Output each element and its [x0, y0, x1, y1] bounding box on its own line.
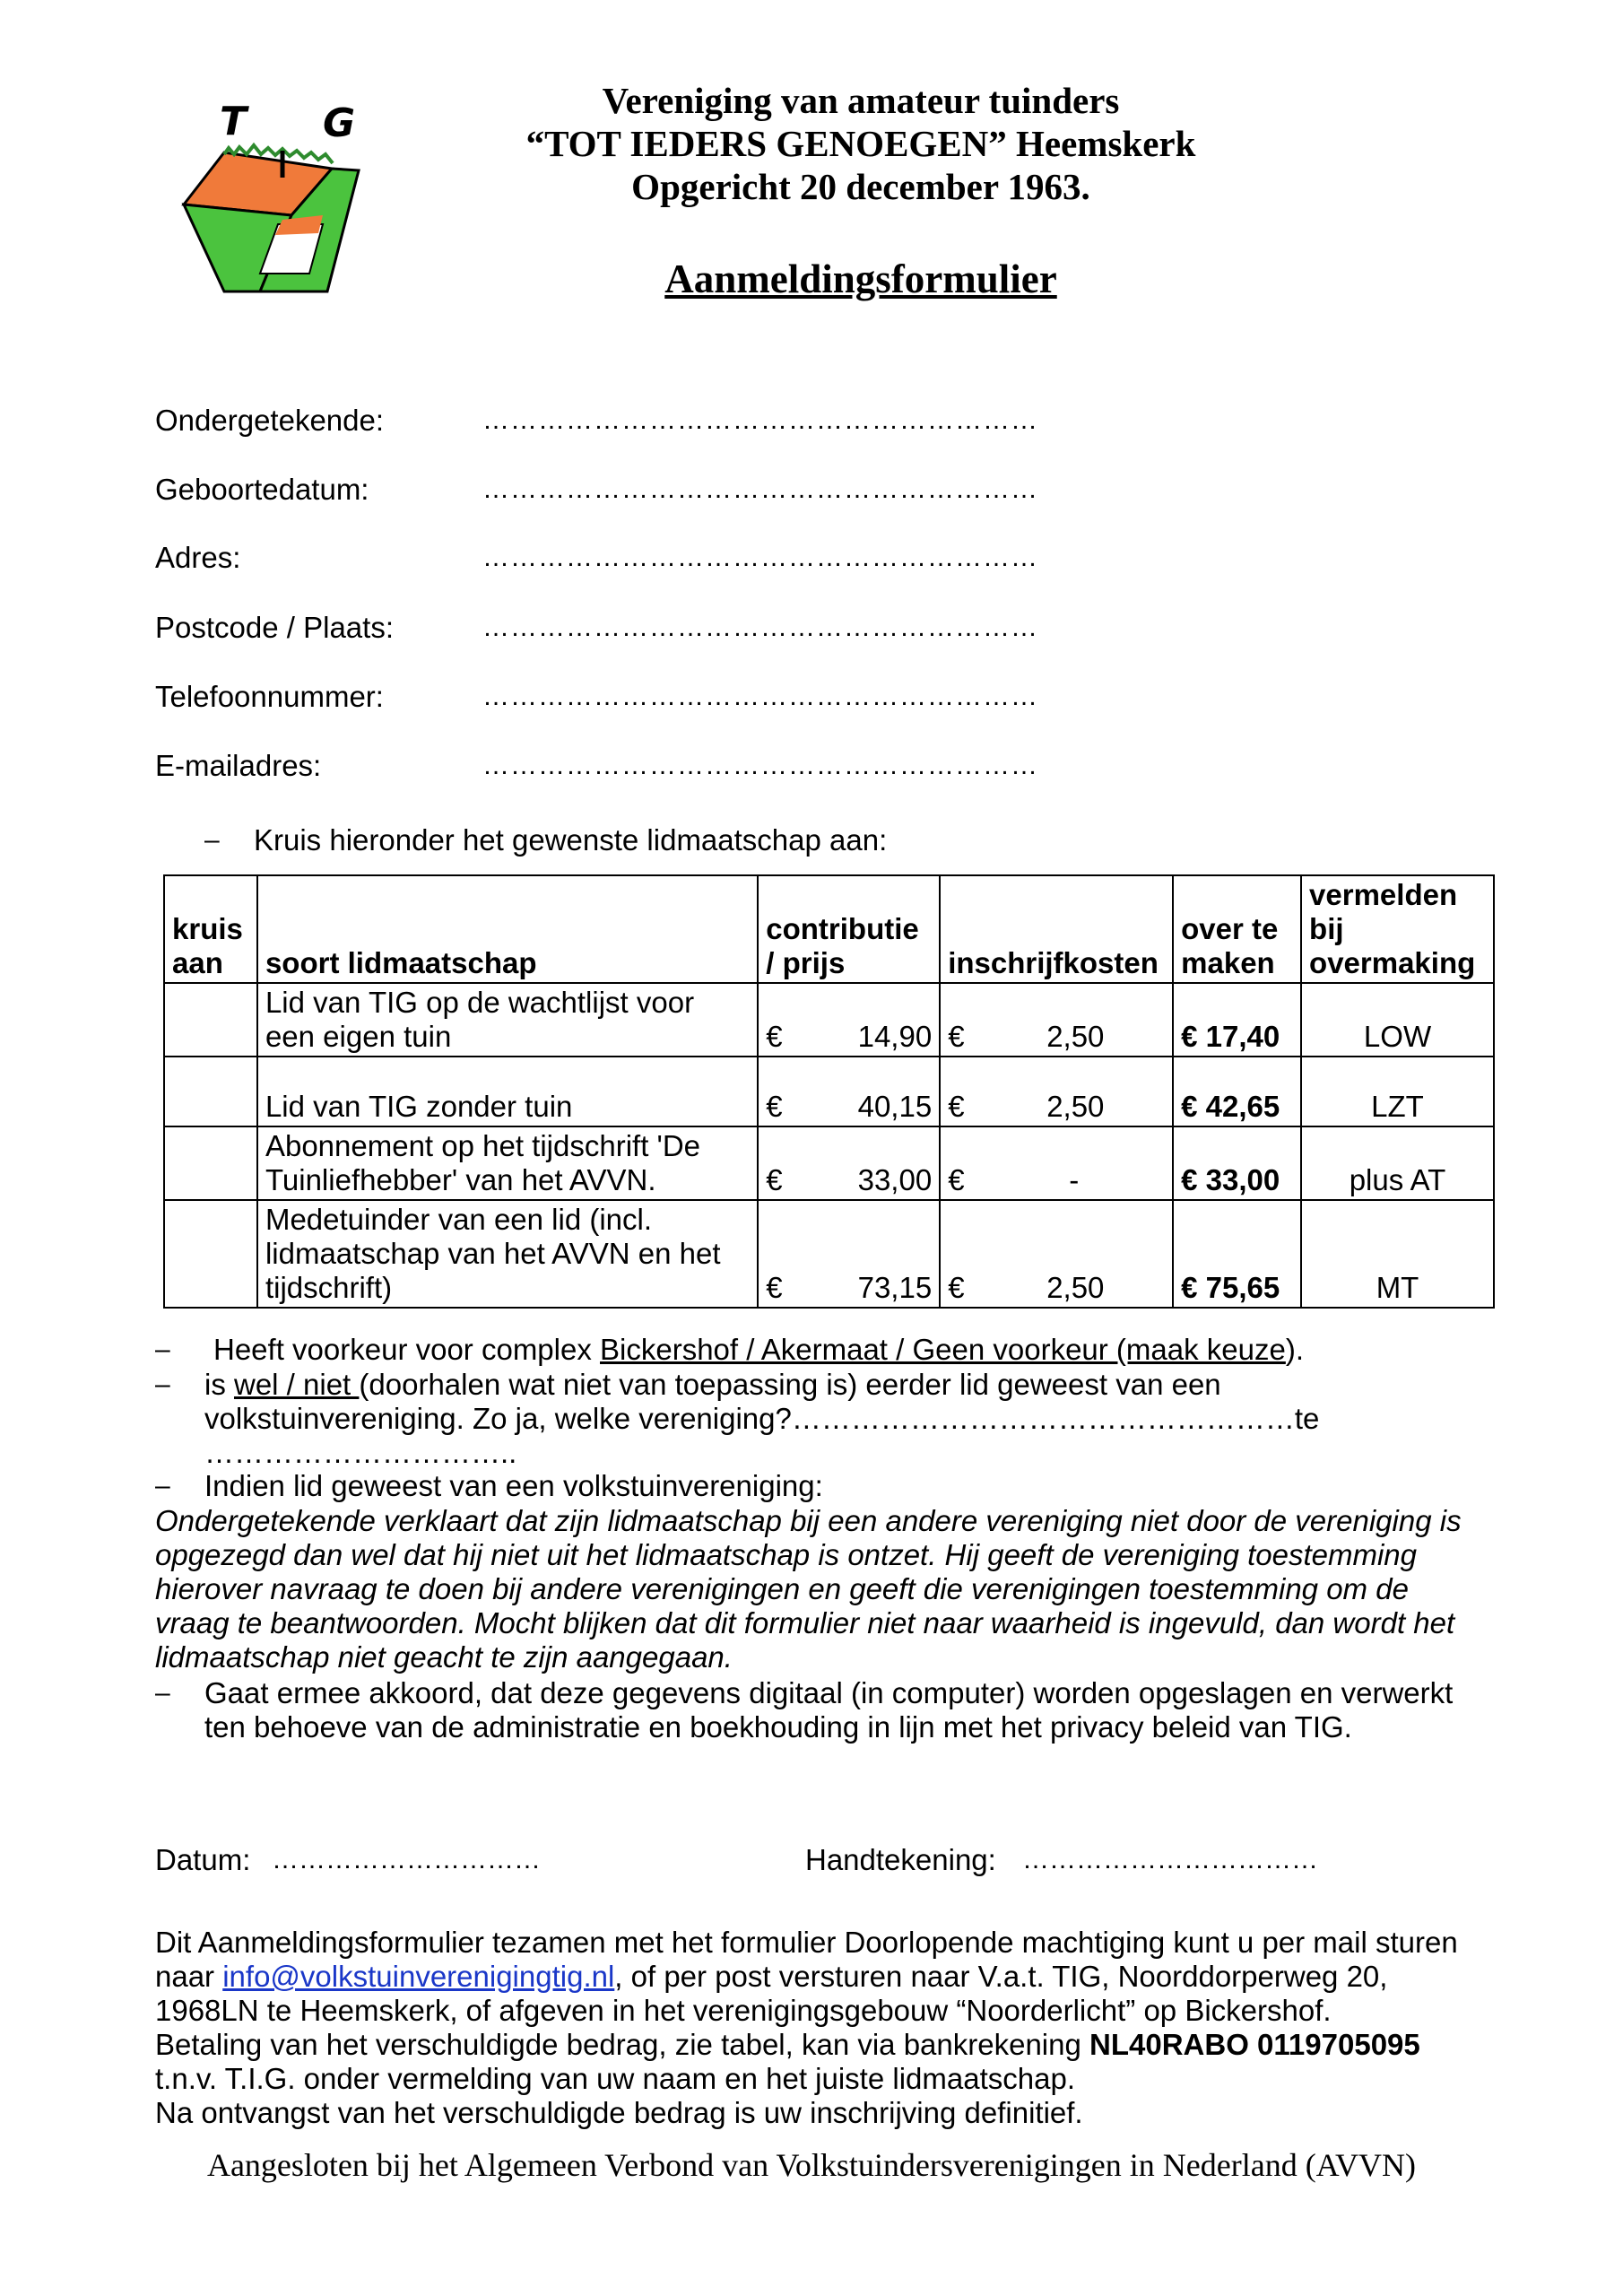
field-input-adres[interactable]: …………………………………………………… [482, 543, 1038, 572]
field-label-ondergetekende: Ondergetekende: [155, 404, 385, 437]
value: 2,50 [1046, 1090, 1105, 1123]
b3-text: Indien lid geweest van een volkstuinvereniging: [204, 1469, 823, 1502]
cell-over: € 75,65 [1173, 1200, 1301, 1308]
b2-line1: (doorhalen wat niet van toepassing is) eerder lid geweest van een [359, 1368, 1221, 1401]
header-line2: “TOT IEDERS GENOEGEN” Heemskerk [525, 123, 1196, 164]
cell-contributie [758, 1200, 940, 1308]
footer-p1a: Dit Aanmeldingsformulier tezamen met het formulier Doorlopende machtiging kunt u per mail sturen naar [155, 1926, 1458, 1993]
euro-sign: € [766, 1090, 783, 1123]
cell-soort: Lid van TIG op de wachtlijst voor een eigen tuin [257, 983, 758, 1057]
complex-post: ). [1285, 1333, 1305, 1366]
b2-line3: ………………………….. [204, 1436, 517, 1469]
header-line3: Opgericht 20 december 1963. [631, 166, 1090, 207]
euro-sign: € [948, 1163, 965, 1196]
cell-inschrijf [940, 1057, 1173, 1126]
complex-preference [213, 1333, 1304, 1367]
cell-inschrijf [940, 1200, 1173, 1308]
cell-inschrijf [940, 1126, 1173, 1200]
field-input-telefoon[interactable]: …………………………………………………… [482, 682, 1038, 711]
th-contributie: contributie / prijs [758, 875, 940, 983]
cell-contributie [758, 1057, 940, 1126]
value: 33,00 [857, 1163, 933, 1196]
th-kruis: kruis aan [164, 875, 257, 983]
checkbox-cell-mt[interactable] [164, 1200, 257, 1308]
complex-pre: Heeft voorkeur voor complex [213, 1333, 601, 1366]
footer-p2b: t.n.v. T.I.G. onder vermelding van uw naam en het juiste lidmaatschap. [155, 2062, 1075, 2095]
cell-soort: Abonnement op het tijdschrift 'De Tuinliefhebber' van het AVVN. [257, 1126, 758, 1200]
logo-letter-t: T [220, 99, 247, 144]
instruction-text: Kruis hieronder het gewenste lidmaatschap aan: [254, 823, 888, 857]
value: 2,50 [1046, 1271, 1105, 1304]
affiliation-footer: Aangesloten bij het Algemeen Verbond van Volkstuindersverenigingen in Nederland (AVVN) [206, 2147, 1417, 2183]
membership-table [163, 874, 1495, 1309]
datum-label: Datum: [155, 1843, 251, 1876]
field-label-email: E-mailadres: [155, 749, 322, 782]
cell-code: LOW [1301, 983, 1494, 1057]
checkbox-cell-lzt[interactable] [164, 1057, 257, 1126]
cell-code: plus AT [1301, 1126, 1494, 1200]
field-label-telefoon: Telefoonnummer: [155, 680, 384, 713]
dash-bullet: – [155, 1335, 170, 1364]
value: 40,15 [857, 1090, 933, 1123]
dash-bullet: – [155, 1370, 170, 1399]
privacy-text: Gaat ermee akkoord, dat deze gegevens digitaal (in computer) worden opgeslagen en verwerkt ten behoeve van de administratie en boekhouding in lijn met het privacy beleid van TIG. [204, 1676, 1454, 1744]
table-row [164, 1057, 1494, 1126]
datum-field[interactable]: ………………………… [272, 1845, 541, 1874]
table-row [164, 1126, 1494, 1200]
th-vermelden: vermelden bij overmaking [1301, 875, 1494, 983]
value: 2,50 [1046, 1020, 1105, 1053]
table-row [164, 1200, 1494, 1308]
footer-paragraph [155, 1926, 1464, 2130]
th-inschrijf: inschrijfkosten [940, 875, 1173, 983]
iban: NL40RABO 0119705095 [1089, 2028, 1420, 2061]
field-label-geboortedatum: Geboortedatum: [155, 473, 369, 506]
cell-code: MT [1301, 1200, 1494, 1308]
euro-sign: € [948, 1020, 965, 1053]
euro-sign: € [766, 1271, 783, 1304]
previous-member-text [204, 1368, 1505, 1470]
euro-sign: € [766, 1163, 783, 1196]
wel-niet-options[interactable]: wel / niet [234, 1368, 360, 1401]
field-input-email[interactable]: …………………………………………………… [482, 751, 1038, 780]
dash-bullet: – [204, 825, 220, 855]
declaration-text: Ondergetekende verklaart dat zijn lidmaatschap bij een andere vereniging niet door de vereniging is opgezegd dan wel dat hij niet uit het lidmaatschap is ontzet. Hij geeft de vereniging toestemming hierover navraag te doen bij andere verenigingen en geeft die verenigingen toestemming om de vraag te beantwoorden. Mocht blijken dat dit formulier niet naar waarheid is ingevuld, dan wordt het lidmaatschap niet geacht te zijn aangegaan. [155, 1504, 1462, 1674]
handtekening-label: Handtekening: [805, 1843, 996, 1876]
logo-letter-g: G [323, 100, 356, 146]
handtekening-field[interactable]: …………………………… [1022, 1845, 1318, 1874]
th-over: over te maken [1173, 875, 1301, 983]
value: 73,15 [857, 1271, 933, 1304]
field-label-postcode: Postcode / Plaats: [155, 611, 394, 644]
footer-p1b: , of per post versturen naar V.a.t. TIG, Noorddorperweg 20, 1968LN te Heemskerk, of afgeven in het verenigingsgebouw “Noorderlicht” op Bickershof. [155, 1960, 1388, 2027]
dash-bullet: – [155, 1678, 170, 1708]
cell-code: LZT [1301, 1057, 1494, 1126]
field-input-ondergetekende[interactable]: …………………………………………………… [482, 405, 1038, 435]
euro-sign: € [766, 1020, 783, 1053]
euro-sign: € [948, 1271, 965, 1304]
footer-p3: Na ontvangst van het verschuldigde bedrag is uw inschrijving definitief. [155, 2096, 1083, 2129]
b2-line2: volkstuinvereniging. Zo ja, welke vereniging?……………………………………………te [204, 1402, 1320, 1435]
dash-bullet: – [155, 1471, 170, 1500]
value: 14,90 [857, 1020, 933, 1053]
page-title: Aanmeldingsformulier [664, 257, 1057, 301]
complex-options[interactable]: Bickershof / Akermaat / Geen voorkeur (maak keuze [600, 1333, 1286, 1366]
checkbox-cell-at[interactable] [164, 1126, 257, 1200]
email-link[interactable]: info@volkstuinverenigingtig.nl [222, 1960, 615, 1993]
table-header-row [164, 875, 1494, 983]
table-row [164, 983, 1494, 1057]
cell-over: € 17,40 [1173, 983, 1301, 1057]
field-input-postcode[interactable]: …………………………………………………… [482, 613, 1038, 642]
cell-contributie [758, 983, 940, 1057]
checkbox-cell-low[interactable] [164, 983, 257, 1057]
footer-p2a: Betaling van het verschuldigde bedrag, zie tabel, kan via bankrekening [155, 2028, 1090, 2061]
header-line1: Vereniging van amateur tuinders [602, 80, 1120, 121]
th-soort: soort lidmaatschap [257, 875, 758, 983]
cell-inschrijf [940, 983, 1173, 1057]
value: - [1069, 1163, 1080, 1196]
euro-sign: € [948, 1090, 965, 1123]
cell-soort: Medetuinder van een lid (incl. lidmaatschap van het AVVN en het tijdschrift) [257, 1200, 758, 1308]
cell-over: € 33,00 [1173, 1126, 1301, 1200]
cell-soort: Lid van TIG zonder tuin [257, 1057, 758, 1126]
cell-over: € 42,65 [1173, 1057, 1301, 1126]
b2-pre: is [204, 1368, 234, 1401]
cell-contributie [758, 1126, 940, 1200]
field-label-adres: Adres: [155, 541, 241, 574]
field-input-geboortedatum[interactable]: …………………………………………………… [482, 474, 1038, 504]
